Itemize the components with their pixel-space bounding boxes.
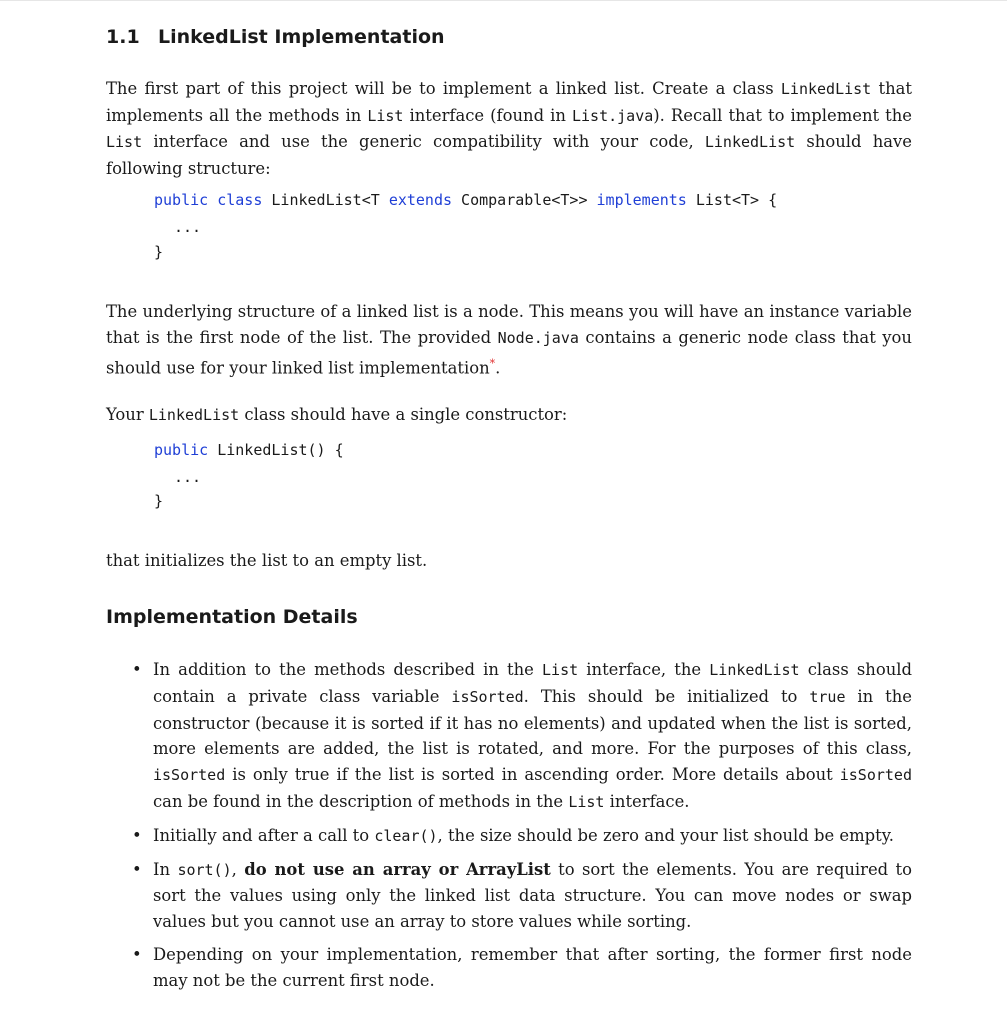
bullet-marker: •	[132, 859, 142, 879]
list-item: • In sort(), do not use an array or ArrayList to sort the elements. You are required to sort the values using only the linked list data structure. You can move nodes or swap values but you cannot use an array to store values while sorting.	[130, 857, 912, 935]
code-term: List	[106, 133, 143, 151]
subsection-title: Implementation Details	[106, 606, 358, 628]
code-term: Node.java	[497, 328, 579, 347]
intro-paragraph: The first part of this project will be to implement a linked list. Create a class LinkedList that implements all the methods in List interface (found in List.java). Recall that to implement the List interface and use the generic compatibility with your code, LinkedList should have following structure:	[106, 79, 912, 178]
code-ellipsis: ...	[174, 218, 202, 236]
constructor-code: public LinkedList() {	[154, 441, 344, 459]
bullet-marker: •	[132, 825, 142, 845]
code-term: LinkedList	[704, 133, 796, 151]
code-term: List.java	[572, 106, 654, 125]
section-title: LinkedList Implementation	[158, 26, 445, 48]
footnote-mark: *	[489, 357, 496, 370]
code-closing-brace: }	[154, 243, 164, 261]
code-term: LinkedList	[148, 406, 240, 424]
initializes-paragraph: that initializes the list to an empty list.	[106, 551, 428, 570]
constructor-paragraph: Your LinkedList class should have a single constructor:	[106, 405, 568, 424]
code-term: List	[367, 106, 404, 125]
bullet-marker: •	[132, 944, 142, 964]
code-closing-brace: }	[154, 492, 164, 510]
node-paragraph: The underlying structure of a linked list is a node. This means you will have an instance variable that is the first node of the list. The provided Node.java contains a generic node class that you should use for your linked list implementation*.	[106, 302, 912, 378]
list-item: • Depending on your implementation, remember that after sorting, the former first node may not be the current first node.	[130, 942, 912, 994]
bold-warning: do not use an array or ArrayList	[244, 859, 551, 879]
code-term: LinkedList	[780, 80, 872, 98]
list-item: • Initially and after a call to clear(), the size should be zero and your list should be empty.	[130, 823, 912, 850]
page-top-border	[0, 0, 1007, 1]
bullet-marker: •	[132, 660, 142, 679]
code-ellipsis: ...	[174, 468, 202, 486]
list-item: • In addition to the methods described in the List interface, the LinkedList class should contain a private class variable isSorted. This should be initialized to true in the constructor (because it is sorted if it has no elements) and updated when the list is sorted, more elements are added, the list is rotated, and more. For the purposes of this class, isSorted is only true if the list is sorted in ascending order. More details about isSorted can be found in the description of methods in the List interface.	[130, 657, 912, 816]
class-declaration-code: public class LinkedList<T extends Comparable<T>> implements List<T> {	[154, 191, 778, 209]
section-number: 1.1	[106, 26, 140, 48]
details-list	[130, 657, 912, 1001]
